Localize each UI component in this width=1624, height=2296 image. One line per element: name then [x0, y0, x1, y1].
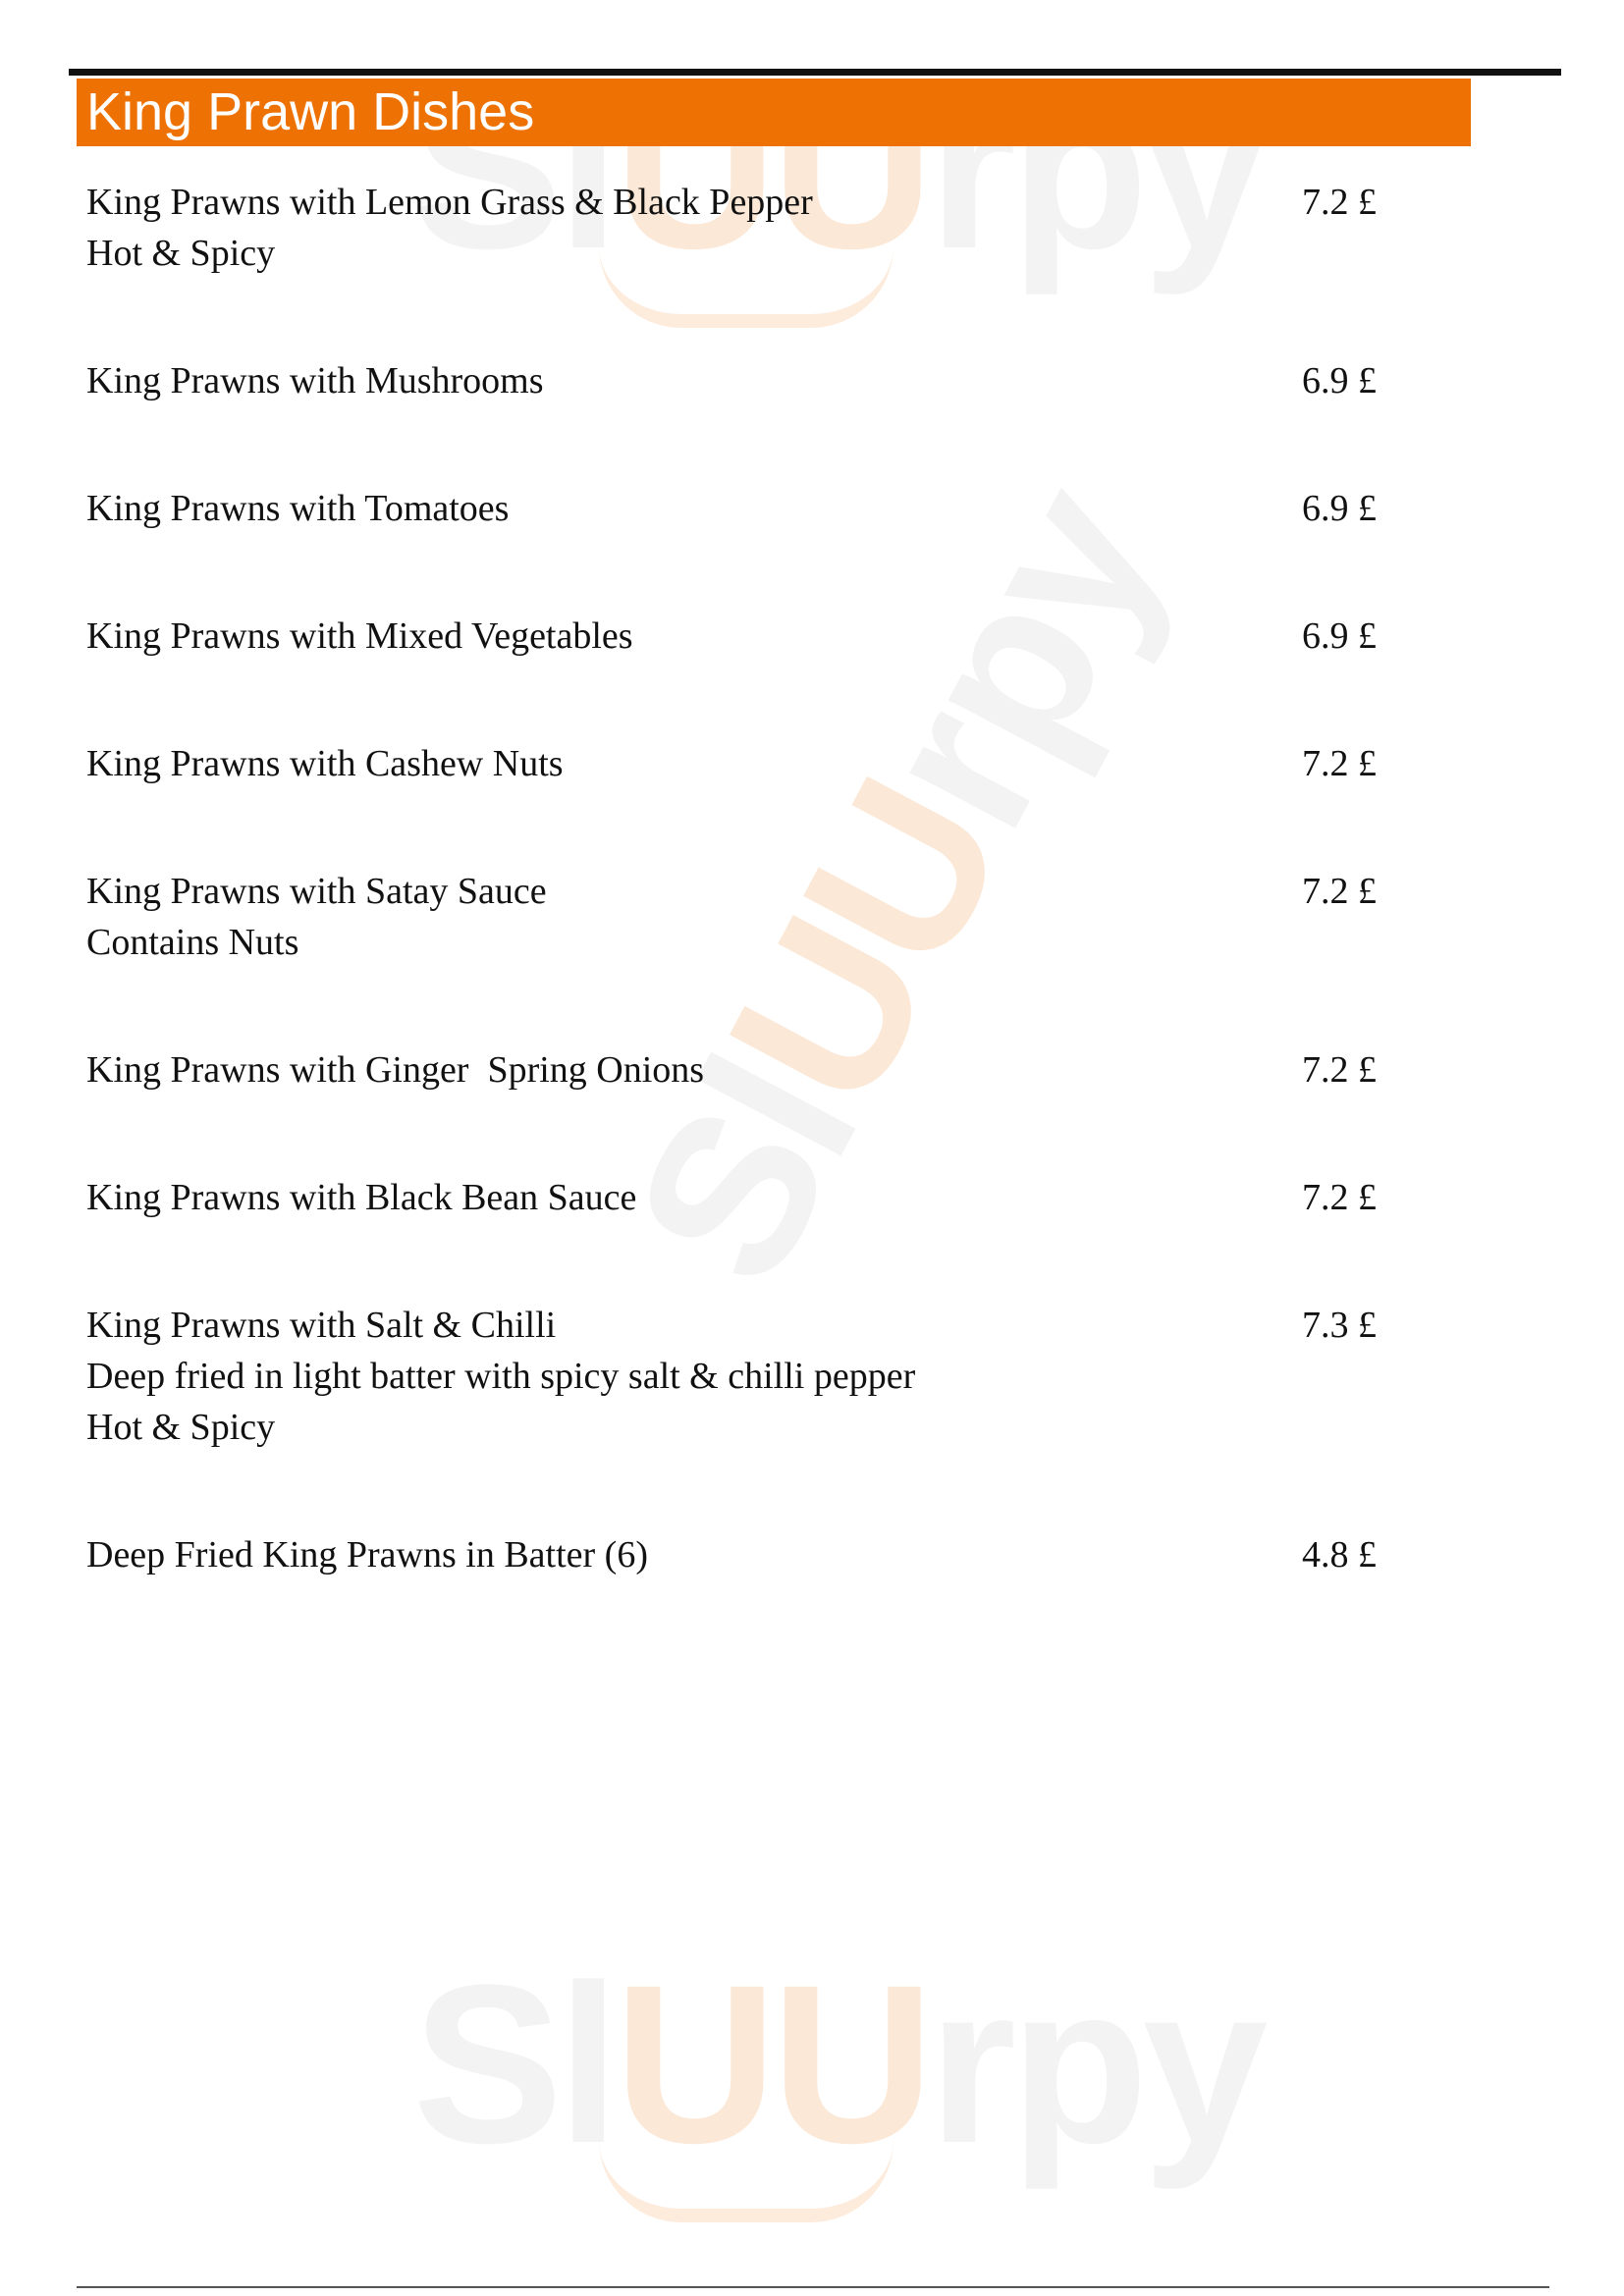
dish-name: King Prawns with Satay Sauce — [86, 871, 547, 912]
dish-price: 7.2 £ — [1302, 743, 1377, 784]
menu-item — [86, 1172, 1422, 1223]
dish-name: King Prawns with Black Bean Sauce — [86, 1177, 637, 1218]
dish-price: 7.2 £ — [1302, 1177, 1377, 1218]
menu-item — [86, 483, 1422, 534]
slurpy-watermark-logo: SlUUrpy — [412, 39, 1262, 299]
dish-name: King Prawns with Tomatoes — [86, 488, 510, 529]
menu-item — [86, 866, 1422, 968]
slurpy-watermark-logo: SlUUrpy — [585, 452, 1208, 1320]
menu-item — [86, 355, 1422, 406]
menu-item — [86, 177, 1422, 279]
dish-description: Hot & Spicy — [86, 233, 276, 274]
menu-item — [86, 1529, 1422, 1580]
dish-price: 4.8 £ — [1302, 1534, 1377, 1575]
menu-item — [86, 1044, 1422, 1095]
dish-description: Deep fried in light batter with spicy salt & chilli pepper — [86, 1356, 916, 1397]
dish-price: 7.2 £ — [1302, 182, 1377, 223]
dish-name: Deep Fried King Prawns in Batter (6) — [86, 1534, 648, 1575]
dish-name: King Prawns with Ginger Spring Onions — [86, 1049, 705, 1091]
menu-item — [86, 1300, 1422, 1453]
bottom-rule — [77, 2286, 1549, 2288]
dish-name: King Prawns with Cashew Nuts — [86, 743, 564, 784]
dish-description: Contains Nuts — [86, 922, 299, 963]
section-title: King Prawn Dishes — [86, 82, 535, 141]
dish-price: 7.2 £ — [1302, 871, 1377, 912]
menu-item — [86, 611, 1422, 662]
slurpy-watermark-logo: SlUUrpy — [412, 1934, 1262, 2194]
dish-name: King Prawns with Lemon Grass & Black Pepper — [86, 182, 813, 223]
dish-name: King Prawns with Mushrooms — [86, 360, 544, 401]
section-header — [77, 79, 1471, 146]
menu-item — [86, 738, 1422, 789]
top-rule — [69, 69, 1561, 76]
dish-price: 6.9 £ — [1302, 615, 1377, 657]
dish-price: 6.9 £ — [1302, 488, 1377, 529]
dish-price: 7.2 £ — [1302, 1049, 1377, 1091]
dish-description: Hot & Spicy — [86, 1407, 276, 1448]
dish-name: King Prawns with Mixed Vegetables — [86, 615, 633, 657]
dish-name: King Prawns with Salt & Chilli — [86, 1305, 557, 1346]
dish-price: 7.3 £ — [1302, 1305, 1377, 1346]
menu-list — [86, 177, 1422, 1657]
dish-price: 6.9 £ — [1302, 360, 1377, 401]
